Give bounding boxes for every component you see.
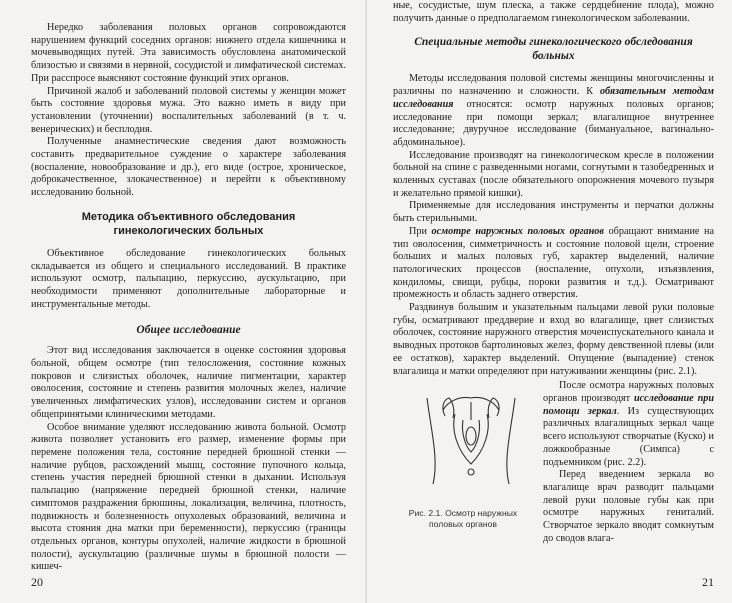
emphasis-text: осмотре наружных половых органов [431,225,604,237]
external-genitalia-illustration [421,380,521,490]
text-beside-figure [543,380,714,545]
paragraph: ные, сосудистые, шум плеска, а также сердцебиение плода), можно получить данные о предполагаемом гинекологическом заболевании. [393,0,714,24]
paragraph: Перед введением зеркала во влагалище врач разводит пальцами левой руки половые губы как при осмотре наружных гениталий. Створчатое зеркало вводят сомкнутым до сводов влага- [543,469,714,544]
text-run: При [409,225,432,237]
paragraph: Этот вид исследования заключается в оценке состояния здоровья больной, общем осмотре (тип телосложения, состояние кожных покровов и слизистых оболочек, наличие пигментации, характер оволосения, состояние и степень развития молочных желез, наличие увеличенных лимфатических узлов), исследовании систем и органов общепринятыми клиническими методами. [31,345,346,420]
text-run: . Из существующих различных влагалищных зеркал чаще всего используют створчатые (Куско) и ложкообразные (Симпса) с подъемником (рис. 2.2). [543,405,715,468]
text-run: После осмотра наружных половых органов производят [543,380,714,404]
paragraph: Раздвинув большим и указательным пальцами левой руки половые губы, осматривают преддверие и вход во влагалище, цвет слизистых оболочек, состояние наружного отверстия мочеиспускательного канала и выводных протоков бартолиновых желез, форму девственной плевы (или ее остатков), характер выделений. Опущение (выпадение) стенок влагалища и матки определяют при натуживании женщины (рис. 2.1). [393,302,714,377]
figure-caption: Рис. 2.1. Осмотр наружных половых органов [408,508,518,530]
right-page [366,0,732,603]
paragraph: Исследование производят на гинекологическом кресле в положении больной на спине с разведенными ногами, согнутыми в тазобедренных и коленных суставах (после обязательного опорожнения мочевого пузыря и желательно прямой кишки). [393,149,714,199]
paragraph: Объективное обследование гинекологических больных складывается из общего и специального исследований. В практике используют осмотр, пальпацию, перкуссию, аускультацию, при необходимости применяют дополнительные лабораторные и инструментальные методы. [31,247,346,310]
figure-2-1 [393,380,535,552]
paragraph: Применяемые для исследования инструменты и перчатки должны быть стерильными. [393,200,714,225]
paragraph: Полученные анамнестические сведения дают возможность составить предварительное суждение о характере заболевания (воспаление, новообразование и др.), его виде (острое, хроническое, доброкачественное, злокачественное) и перейти к объективному исследованию больной. [31,136,346,199]
section-heading: Специальные методы гинекологического обследования больных [414,36,693,63]
paragraph: Нередко заболевания половых органов сопровождаются нарушением функций соседних органов: нижнего отдела кишечника и мочевыводящих путей. Эта зависимость обусловлена анатомической близостью и связями в нервной, сосудистой и лимфатической системах. При расспросе выясняют состояние функций этих органов. [31,22,346,84]
figure-block [393,380,714,552]
text-run: обращают внимание на тип оволосения, симметричность и состояние половой щели, строение больших и малых половых губ, характер выделений, наличие патологических процессов (воспаление, опухоли, изъязвления, кондиломы, свищи, рубцы, пороки развития и т.д.). Осматривают промежность и область заднего отверстия. [393,225,715,301]
paragraph: Причиной жалоб и заболеваний половой системы у женщин может быть состояние здоровья мужа. Это важно иметь в виду при установлении (уточнении) воспалительных заболеваний (в т. ч. венерических) и бесплодия. [31,85,346,135]
emphasis-text: исследование при помощи зеркал [543,392,714,417]
paragraph: Особое внимание уделяют исследованию живота больной. Осмотр живота позволяет установить его размер, изменение формы при перемене положения тела, состояние передней брюшной стенки — наличие рубцов, расхождений мышц, состояние пупочного кольца, степень участия передней брюшной стенки в дыхании. Используя пальпацию (напряжение передней брюшной стенки, наличие симптомов раздражения брюшины, локализация, величина, плотность, подвижность и болезненность опухолевых образований, величина и высота стояния дна матки при беременности), перкуссию (границы отдельных органов, контуры опухолей, наличие жидкости в брюшной полости), аускультацию (различные шумы в брюшной полости — кишеч- [31,421,346,573]
emphasis-text: обязательным методам исследования [393,86,714,110]
page-number: 20 [31,575,43,590]
paragraph [543,380,714,469]
text-run: Методы исследования половой системы женщины многочисленны и различны по назначению и сложности. К [393,73,714,98]
page-number: 21 [702,575,714,590]
section-heading: Методика объективного обследования гинекологических больных [81,210,296,237]
subsection-heading: Общее исследование [136,324,241,337]
paragraph [393,226,714,302]
text-run: относятся: осмотр наружных половых органов; исследование при помощи зеркал; влагалищное внутреннее исследование; двуручное исследование (бимануальное, вагинально-абдоминальное). [393,98,714,148]
paragraph [393,73,714,149]
